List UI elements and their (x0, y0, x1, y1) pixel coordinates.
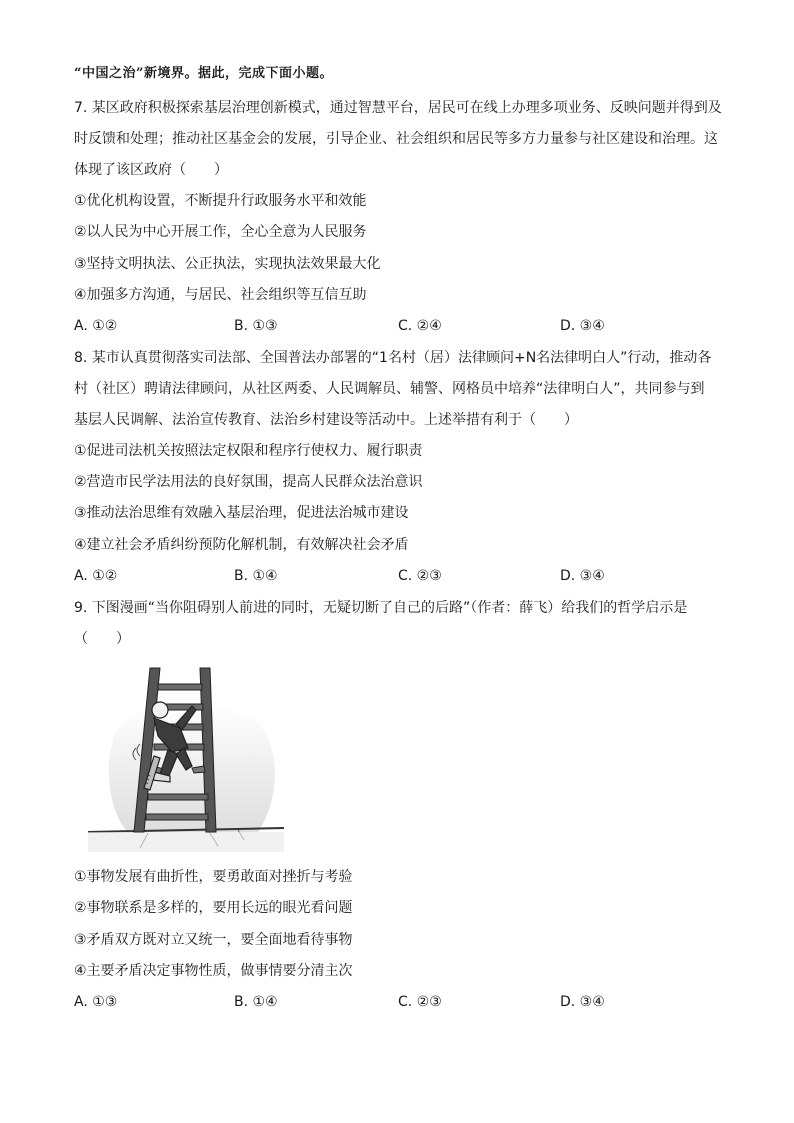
q7-option-c[interactable]: C. ②④ (398, 318, 442, 334)
q7-option-d[interactable]: D. ③④ (560, 318, 605, 334)
q9-option-d[interactable]: D. ③④ (560, 994, 605, 1010)
q9-statement-3: ③矛盾双方既对立又统一，要全面地看待事物 (74, 932, 353, 948)
q9-option-c[interactable]: C. ②③ (398, 994, 442, 1010)
q7-option-a[interactable]: A. ①② (74, 318, 118, 334)
q8-stem-line-2: 村（社区）聘请法律顾问，从社区两委、人民调解员、辅警、网格员中培养“法律明白人”，共同参与到 (74, 381, 705, 397)
ladder-cartoon-illustration (88, 662, 284, 852)
q9-statement-4: ④主要矛盾决定事物性质，做事情要分清主次 (74, 963, 353, 979)
q8-option-b[interactable]: B. ①④ (234, 568, 278, 584)
q9-option-a[interactable]: A. ①③ (74, 994, 118, 1010)
q8-options (74, 566, 722, 586)
q7-stem-line-1: 7. 某区政府积极探索基层治理创新模式，通过智慧平台，居民可在线上办理多项业务、反映问题并得到及 (74, 100, 722, 116)
q9-statement-1: ①事物发展有曲折性，要勇敢面对挫折与考验 (74, 869, 353, 885)
q8-statement-1: ①促进司法机关按照法定权限和程序行使权力、履行职责 (74, 443, 423, 459)
q8-option-d[interactable]: D. ③④ (560, 568, 605, 584)
q8-option-a[interactable]: A. ①② (74, 568, 118, 584)
q8-stem-line-3: 基层人民调解、法治宣传教育、法治乡村建设等活动中。上述举措有利于（ ） (74, 412, 578, 428)
q9-option-b[interactable]: B. ①④ (234, 994, 278, 1010)
q9-stem-line-1: 9. 下图漫画“当你阻碍别人前进的同时，无疑切断了自己的后路”（作者：薛飞）给我们的哲学启示是 (74, 600, 688, 616)
q7-option-b[interactable]: B. ①③ (234, 318, 278, 334)
q9-stem-line-2: （ ） (74, 631, 130, 647)
q7-statement-1: ①优化机构设置，不断提升行政服务水平和效能 (74, 193, 367, 209)
q8-option-c[interactable]: C. ②③ (398, 568, 442, 584)
q7-statement-2: ②以人民为中心开展工作，全心全意为人民服务 (74, 224, 367, 240)
q9-options (74, 992, 722, 1012)
q7-statement-3: ③坚持文明执法、公正执法，实现执法效果最大化 (74, 256, 381, 272)
q8-stem-line-1: 8. 某市认真贯彻落实司法部、全国普法办部署的“1名村（居）法律顾问+N名法律明白人”行动，推动各 (74, 350, 712, 366)
q8-statement-4: ④建立社会矛盾纠纷预防化解机制，有效解决社会矛盾 (74, 537, 409, 553)
q7-stem-line-2: 时反馈和处理；推动社区基金会的发展，引导企业、社会组织和居民等多方力量参与社区建设和治理。这 (74, 131, 718, 147)
q7-stem-line-3: 体现了该区政府（ ） (74, 162, 228, 178)
q8-statement-3: ③推动法治思维有效融入基层治理，促进法治城市建设 (74, 505, 409, 521)
intro-tail: “中国之治”新境界。据此，完成下面小题。 (74, 66, 333, 81)
q9-statement-2: ②事物联系是多样的，要用长远的眼光看问题 (74, 900, 353, 916)
q7-statement-4: ④加强多方沟通，与居民、社会组织等互信互助 (74, 287, 367, 303)
q7-options (74, 316, 722, 336)
q8-statement-2: ②营造市民学法用法的良好氛围，提高人民群众法治意识 (74, 474, 423, 490)
